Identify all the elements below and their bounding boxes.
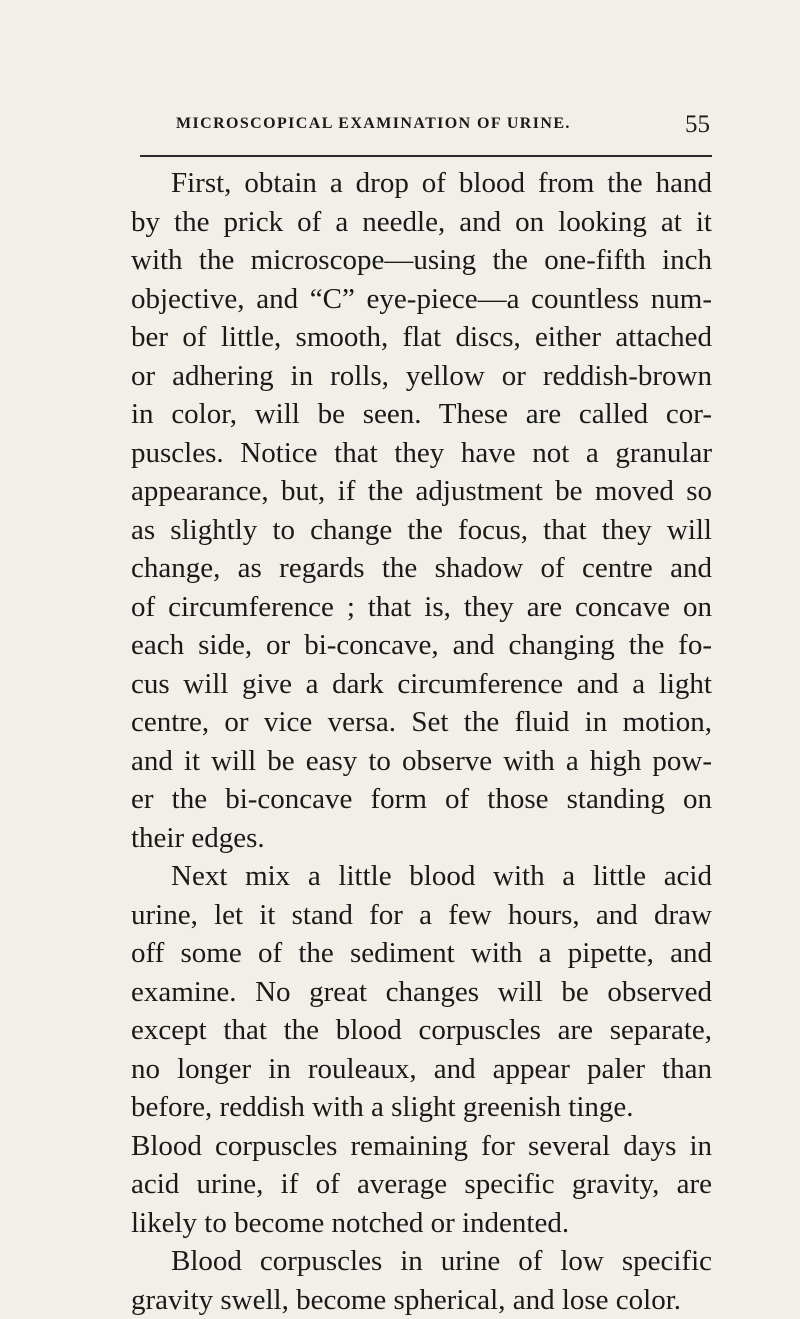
text-line: ber of little, smooth, flat discs, either attached: [131, 318, 712, 357]
text-line: gravity swell, become spherical, and lose color.: [131, 1281, 712, 1319]
text-line: off some of the sediment with a pipette, and: [131, 934, 712, 973]
header-rule: [140, 155, 712, 157]
page-number: 55: [685, 112, 710, 137]
text-line: acid urine, if of average specific gravity, are: [131, 1165, 712, 1204]
text-line: puscles. Notice that they have not a granular: [131, 434, 712, 473]
text-line: by the prick of a needle, and on looking at it: [131, 203, 712, 242]
text-line: Blood corpuscles remaining for several days in: [131, 1127, 712, 1166]
body-text: [131, 164, 712, 1319]
text-line: examine. No great changes will be observed: [131, 973, 712, 1012]
text-line: or adhering in rolls, yellow or reddish-brown: [131, 357, 712, 396]
text-line: er the bi-concave form of those standing on: [131, 780, 712, 819]
text-line: change, as regards the shadow of centre and: [131, 549, 712, 588]
text-line: urine, let it stand for a few hours, and draw: [131, 896, 712, 935]
text-line: likely to become notched or indented.: [131, 1204, 712, 1243]
text-line: centre, or vice versa. Set the fluid in motion,: [131, 703, 712, 742]
text-line: and it will be easy to observe with a high pow-: [131, 742, 712, 781]
text-line: appearance, but, if the adjustment be moved so: [131, 472, 712, 511]
text-line: before, reddish with a slight greenish tinge.: [131, 1088, 712, 1127]
text-line: Blood corpuscles in urine of low specific: [131, 1242, 712, 1281]
text-line: of circumference ; that is, they are concave on: [131, 588, 712, 627]
text-line: in color, will be seen. These are called cor-: [131, 395, 712, 434]
text-line: First, obtain a drop of blood from the hand: [131, 164, 712, 203]
text-line: with the microscope—using the one-fifth inch: [131, 241, 712, 280]
text-line: each side, or bi-concave, and changing the fo-: [131, 626, 712, 665]
text-line: objective, and “C” eye-piece—a countless num-: [131, 280, 712, 319]
running-head: MICROSCOPICAL EXAMINATION OF URINE.: [176, 115, 571, 133]
text-line: as slightly to change the focus, that they will: [131, 511, 712, 550]
text-line: Next mix a little blood with a little acid: [131, 857, 712, 896]
text-line: except that the blood corpuscles are separate,: [131, 1011, 712, 1050]
text-line: their edges.: [131, 819, 712, 858]
text-line: cus will give a dark circumference and a light: [131, 665, 712, 704]
text-line: no longer in rouleaux, and appear paler than: [131, 1050, 712, 1089]
